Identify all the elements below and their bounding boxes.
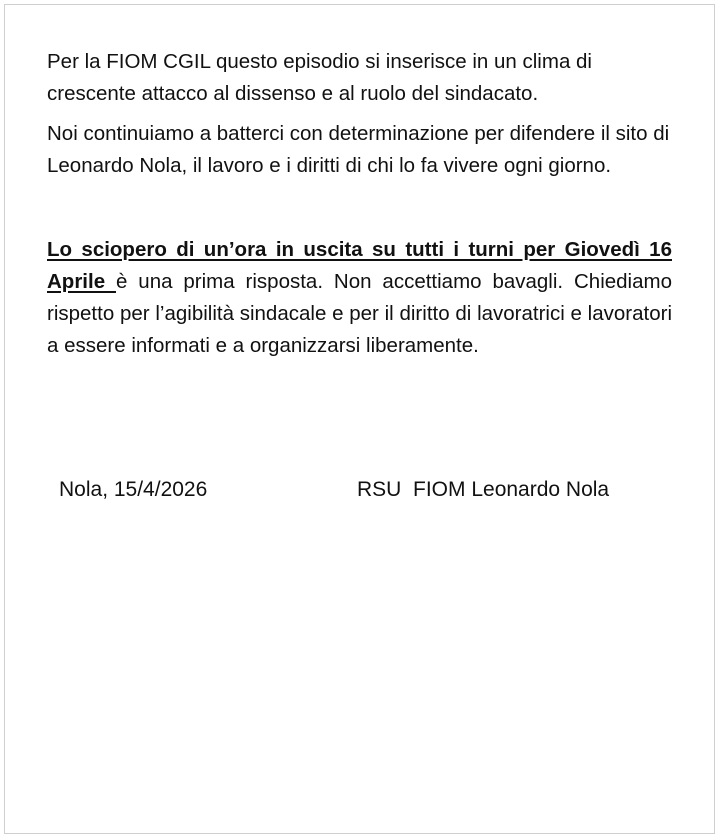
strike-body: è una prima risposta. Non accettiamo bavagli. Chiediamo rispetto per l’agibilità sindacale e per il diritto di lavoratrici e lavoratori a essere informati e a organizzarsi liberamente. [47,270,672,357]
place-date: Nola, 15/4/2026 [59,478,208,501]
paragraph-sciopero [47,234,672,362]
document-body [47,46,672,362]
strike-announcement: Lo sciopero di un’ora in uscita su tutti i turni per Giovedì 16 Aprile [47,238,672,293]
paragraph-clima: Per la FIOM CGIL questo episodio si inserisce in un clima di crescente attacco al dissenso e al ruolo del sindacato. [47,50,592,105]
signature: RSU FIOM Leonardo Nola [357,478,610,501]
paragraph-impegno: Noi continuiamo a batterci con determinazione per difendere il sito di Leonardo Nola, il lavoro e i diritti di chi lo fa vivere ogni giorno. [47,122,670,177]
